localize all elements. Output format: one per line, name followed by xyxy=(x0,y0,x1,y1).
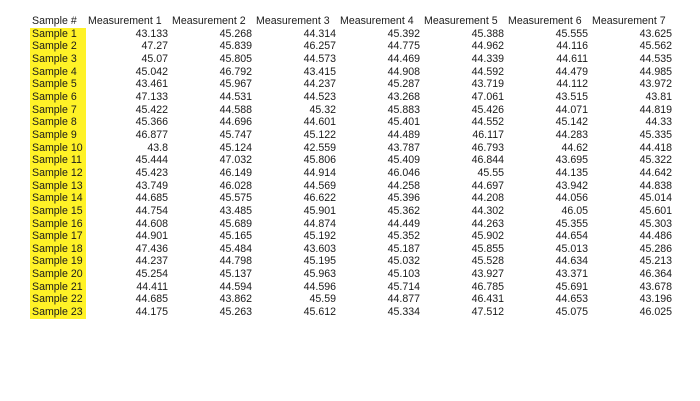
measurement-2-cell[interactable]: 45.575 xyxy=(219,192,252,205)
measurement-5-cell[interactable]: 44.263 xyxy=(471,217,504,230)
measurement-5-cell[interactable]: 45.528 xyxy=(471,255,504,268)
measurement-5-cell[interactable]: 46.785 xyxy=(471,280,504,293)
measurement-6-cell[interactable]: 45.691 xyxy=(555,280,588,293)
measurement-4-cell[interactable]: 45.334 xyxy=(387,306,420,319)
measurement-5-cell[interactable]: 44.592 xyxy=(471,65,504,78)
measurement-2-cell[interactable]: 45.967 xyxy=(219,78,252,91)
header-measurement-2[interactable]: Measurement 2 xyxy=(172,15,246,27)
measurement-6-cell[interactable]: 44.071 xyxy=(555,103,588,116)
measurement-1-cell[interactable]: 45.366 xyxy=(135,116,168,129)
sample-label-cell[interactable]: Sample 2 xyxy=(30,40,86,53)
measurement-2-cell[interactable]: 45.839 xyxy=(219,40,252,53)
measurement-1-cell[interactable]: 43.133 xyxy=(135,27,168,40)
measurement-7-cell[interactable]: 44.838 xyxy=(639,179,672,192)
measurement-7-cell[interactable]: 45.335 xyxy=(639,128,672,141)
sample-label-cell[interactable]: Sample 15 xyxy=(30,205,86,218)
header-measurement-3[interactable]: Measurement 3 xyxy=(256,15,330,27)
measurement-3-cell[interactable]: 44.596 xyxy=(303,280,336,293)
measurement-5-cell[interactable]: 44.208 xyxy=(471,192,504,205)
measurement-1-cell[interactable]: 43.749 xyxy=(135,179,168,192)
measurement-6-cell[interactable]: 44.653 xyxy=(555,293,588,306)
measurement-2-cell[interactable]: 44.696 xyxy=(219,116,252,129)
table-row xyxy=(30,40,674,53)
measurement-6-cell[interactable]: 44.135 xyxy=(555,166,588,179)
measurement-5-cell[interactable]: 46.793 xyxy=(471,141,504,154)
measurement-2-cell[interactable]: 45.747 xyxy=(219,128,252,141)
measurement-2-cell[interactable]: 46.028 xyxy=(219,179,252,192)
measurement-3-cell[interactable]: 43.603 xyxy=(303,242,336,255)
measurement-4-cell[interactable]: 45.883 xyxy=(387,103,420,116)
sample-label-cell[interactable]: Sample 12 xyxy=(30,167,86,180)
measurement-5-cell[interactable]: 45.388 xyxy=(471,27,504,40)
table-row xyxy=(30,281,674,294)
sample-label-cell[interactable]: Sample 4 xyxy=(30,66,86,79)
measurement-5-cell[interactable]: 44.302 xyxy=(471,204,504,217)
table-row xyxy=(30,205,674,218)
header-sample-number[interactable]: Sample # xyxy=(32,15,77,27)
measurement-5-cell[interactable]: 45.55 xyxy=(477,166,504,179)
measurement-6-cell[interactable]: 44.056 xyxy=(555,192,588,205)
sample-label-cell[interactable]: Sample 22 xyxy=(30,293,86,306)
header-measurement-5[interactable]: Measurement 5 xyxy=(424,15,498,27)
measurement-7-cell[interactable]: 44.642 xyxy=(639,166,672,179)
measurement-4-cell[interactable]: 44.258 xyxy=(387,179,420,192)
measurement-1-cell[interactable]: 47.133 xyxy=(135,90,168,103)
measurement-1-cell[interactable]: 45.422 xyxy=(135,103,168,116)
measurement-3-cell[interactable]: 45.901 xyxy=(303,204,336,217)
measurement-2-cell[interactable]: 45.137 xyxy=(219,268,252,281)
sample-label-cell[interactable]: Sample 3 xyxy=(30,53,86,66)
measurement-2-cell[interactable]: 45.268 xyxy=(219,27,252,40)
table-row xyxy=(30,255,674,268)
sample-label-cell[interactable]: Sample 11 xyxy=(30,154,86,167)
measurement-7-cell[interactable]: 44.819 xyxy=(639,103,672,116)
measurement-6-cell[interactable]: 46.05 xyxy=(561,204,588,217)
table-row xyxy=(30,154,674,167)
measurement-5-cell[interactable]: 45.426 xyxy=(471,103,504,116)
measurement-5-cell[interactable]: 43.719 xyxy=(471,78,504,91)
measurement-1-cell[interactable]: 43.461 xyxy=(135,78,168,91)
table-row xyxy=(30,142,674,155)
measurement-5-cell[interactable]: 46.117 xyxy=(472,128,504,141)
sample-label-cell[interactable]: Sample 7 xyxy=(30,104,86,117)
measurement-6-cell[interactable]: 44.611 xyxy=(556,52,588,65)
measurement-2-cell[interactable]: 45.805 xyxy=(219,52,252,65)
measurement-6-cell[interactable]: 44.283 xyxy=(555,128,588,141)
table-row xyxy=(30,116,674,129)
sample-label-cell[interactable]: Sample 14 xyxy=(30,192,86,205)
measurement-3-cell[interactable]: 45.122 xyxy=(303,128,336,141)
measurement-3-cell[interactable]: 45.612 xyxy=(303,306,336,319)
measurement-4-cell[interactable]: 45.032 xyxy=(387,255,420,268)
measurement-3-cell[interactable]: 45.963 xyxy=(303,268,336,281)
table-row xyxy=(30,66,674,79)
measurement-5-cell[interactable]: 44.697 xyxy=(471,179,504,192)
sample-label-cell[interactable]: Sample 13 xyxy=(30,180,86,193)
measurement-1-cell[interactable]: 45.423 xyxy=(135,166,168,179)
measurement-1-cell[interactable]: 45.042 xyxy=(135,65,168,78)
measurement-6-cell[interactable]: 44.116 xyxy=(556,40,588,53)
sample-label-cell[interactable]: Sample 18 xyxy=(30,243,86,256)
measurement-1-cell[interactable]: 44.901 xyxy=(135,230,168,243)
measurement-1-cell[interactable]: 44.411 xyxy=(136,280,168,293)
table-row xyxy=(30,243,674,256)
measurement-1-cell[interactable]: 45.254 xyxy=(135,268,168,281)
measurement-3-cell[interactable]: 44.914 xyxy=(303,166,336,179)
sample-label-cell[interactable]: Sample 23 xyxy=(30,306,86,319)
sample-label-cell[interactable]: Sample 20 xyxy=(30,268,86,281)
table-row xyxy=(30,129,674,142)
measurement-5-cell[interactable]: 44.552 xyxy=(471,116,504,129)
header-row xyxy=(30,15,674,28)
measurement-4-cell[interactable]: 44.908 xyxy=(387,65,420,78)
measurement-3-cell[interactable]: 45.195 xyxy=(303,255,336,268)
header-measurement-4[interactable]: Measurement 4 xyxy=(340,15,414,27)
measurement-2-cell[interactable]: 43.485 xyxy=(219,204,252,217)
measurement-4-cell[interactable]: 44.469 xyxy=(387,52,420,65)
measurement-2-cell[interactable]: 46.149 xyxy=(219,166,252,179)
measurement-3-cell[interactable]: 46.622 xyxy=(303,192,336,205)
measurement-4-cell[interactable]: 44.877 xyxy=(387,293,420,306)
header-measurement-1[interactable]: Measurement 1 xyxy=(88,15,162,27)
measurement-5-cell[interactable]: 46.431 xyxy=(471,293,504,306)
table-row xyxy=(30,268,674,281)
measurement-6-cell[interactable]: 45.075 xyxy=(555,306,588,319)
sample-label-cell[interactable]: Sample 19 xyxy=(30,255,86,268)
sample-label-cell[interactable]: Sample 5 xyxy=(30,78,86,91)
sample-label-cell[interactable]: Sample 9 xyxy=(30,129,86,142)
table-row xyxy=(30,28,674,41)
measurement-3-cell[interactable]: 46.257 xyxy=(303,40,336,53)
table-row xyxy=(30,293,674,306)
measurement-3-cell[interactable]: 45.32 xyxy=(309,103,336,116)
measurement-4-cell[interactable]: 45.287 xyxy=(387,78,420,91)
measurement-2-cell[interactable]: 45.165 xyxy=(219,230,252,243)
measurement-6-cell[interactable]: 44.654 xyxy=(555,230,588,243)
measurement-1-cell[interactable]: 47.27 xyxy=(141,40,168,53)
table-row xyxy=(30,53,674,66)
measurement-1-cell[interactable]: 45.07 xyxy=(141,52,168,65)
table-row xyxy=(30,104,674,117)
table-row xyxy=(30,192,674,205)
measurement-7-cell[interactable]: 43.625 xyxy=(639,27,672,40)
measurement-7-cell[interactable]: 46.025 xyxy=(639,306,672,319)
measurement-7-cell[interactable]: 45.014 xyxy=(639,192,672,205)
measurement-6-cell[interactable]: 43.695 xyxy=(555,154,588,167)
measurement-3-cell[interactable]: 45.806 xyxy=(303,154,336,167)
measurement-4-cell[interactable]: 45.396 xyxy=(387,192,420,205)
measurement-7-cell[interactable]: 44.535 xyxy=(639,52,672,65)
measurement-5-cell[interactable]: 45.902 xyxy=(471,230,504,243)
header-measurement-7[interactable]: Measurement 7 xyxy=(592,15,666,27)
measurement-4-cell[interactable]: 44.449 xyxy=(387,217,420,230)
measurement-7-cell[interactable]: 46.364 xyxy=(639,268,672,281)
measurement-3-cell[interactable]: 44.601 xyxy=(303,116,336,129)
measurement-2-cell[interactable]: 44.531 xyxy=(219,90,252,103)
sample-label-cell[interactable]: Sample 16 xyxy=(30,218,86,231)
measurement-3-cell[interactable]: 44.573 xyxy=(303,52,336,65)
measurement-5-cell[interactable]: 47.512 xyxy=(471,306,504,319)
measurement-3-cell[interactable]: 44.523 xyxy=(303,90,336,103)
measurement-6-cell[interactable]: 44.634 xyxy=(555,255,588,268)
measurement-4-cell[interactable]: 43.787 xyxy=(387,141,420,154)
measurement-3-cell[interactable]: 45.192 xyxy=(303,230,336,243)
measurement-7-cell[interactable]: 45.322 xyxy=(639,154,672,167)
measurement-2-cell[interactable]: 44.594 xyxy=(219,280,252,293)
measurement-3-cell[interactable]: 45.59 xyxy=(309,293,336,306)
measurement-3-cell[interactable]: 43.415 xyxy=(303,65,336,78)
measurement-6-cell[interactable]: 45.555 xyxy=(555,27,588,40)
measurement-table xyxy=(30,15,674,319)
measurement-4-cell[interactable]: 46.046 xyxy=(387,166,420,179)
measurement-6-cell[interactable]: 44.62 xyxy=(561,141,588,154)
measurement-7-cell[interactable]: 43.678 xyxy=(639,280,672,293)
measurement-7-cell[interactable]: 43.196 xyxy=(639,293,672,306)
measurement-5-cell[interactable]: 47.061 xyxy=(471,90,504,103)
measurement-4-cell[interactable]: 44.489 xyxy=(387,128,420,141)
measurement-1-cell[interactable]: 46.877 xyxy=(135,128,168,141)
table-row xyxy=(30,180,674,193)
measurement-7-cell[interactable]: 45.303 xyxy=(639,217,672,230)
table-body xyxy=(30,28,674,319)
measurement-4-cell[interactable]: 43.268 xyxy=(387,90,420,103)
sample-label-cell[interactable]: Sample 8 xyxy=(30,116,86,129)
measurement-2-cell[interactable]: 45.484 xyxy=(219,242,252,255)
measurement-6-cell[interactable]: 45.355 xyxy=(555,217,588,230)
measurement-1-cell[interactable]: 44.685 xyxy=(135,192,168,205)
sample-label-cell[interactable]: Sample 17 xyxy=(30,230,86,243)
measurement-1-cell[interactable]: 44.237 xyxy=(135,255,168,268)
table-row xyxy=(30,167,674,180)
measurement-2-cell[interactable]: 46.792 xyxy=(219,65,252,78)
measurement-2-cell[interactable]: 45.689 xyxy=(219,217,252,230)
measurement-3-cell[interactable]: 42.559 xyxy=(303,141,336,154)
sample-label-cell[interactable]: Sample 10 xyxy=(30,142,86,155)
measurement-4-cell[interactable]: 45.392 xyxy=(387,27,420,40)
measurement-7-cell[interactable]: 44.486 xyxy=(639,230,672,243)
measurement-7-cell[interactable]: 45.601 xyxy=(639,204,672,217)
measurement-5-cell[interactable]: 43.927 xyxy=(471,268,504,281)
measurement-4-cell[interactable]: 45.401 xyxy=(387,116,420,129)
measurement-6-cell[interactable]: 44.112 xyxy=(556,78,588,91)
table-row xyxy=(30,78,674,91)
measurement-2-cell[interactable]: 43.862 xyxy=(219,293,252,306)
sample-label-cell[interactable]: Sample 6 xyxy=(30,91,86,104)
measurement-5-cell[interactable]: 46.844 xyxy=(471,154,504,167)
measurement-7-cell[interactable]: 45.213 xyxy=(639,255,672,268)
measurement-1-cell[interactable]: 44.685 xyxy=(135,293,168,306)
measurement-4-cell[interactable]: 45.409 xyxy=(387,154,420,167)
measurement-2-cell[interactable]: 47.032 xyxy=(219,154,252,167)
header-measurement-6[interactable]: Measurement 6 xyxy=(508,15,582,27)
measurement-7-cell[interactable]: 44.985 xyxy=(639,65,672,78)
measurement-6-cell[interactable]: 45.142 xyxy=(555,116,588,129)
table-row xyxy=(30,230,674,243)
measurement-1-cell[interactable]: 47.436 xyxy=(135,242,168,255)
measurement-6-cell[interactable]: 43.942 xyxy=(555,179,588,192)
measurement-4-cell[interactable]: 45.362 xyxy=(387,204,420,217)
measurement-4-cell[interactable]: 44.775 xyxy=(387,40,420,53)
measurement-2-cell[interactable]: 45.124 xyxy=(219,141,252,154)
measurement-7-cell[interactable]: 44.33 xyxy=(645,116,672,129)
table-row xyxy=(30,306,674,319)
measurement-7-cell[interactable]: 45.286 xyxy=(639,242,672,255)
measurement-5-cell[interactable]: 45.855 xyxy=(471,242,504,255)
table-row xyxy=(30,91,674,104)
measurement-1-cell[interactable]: 43.8 xyxy=(147,141,168,154)
measurement-6-cell[interactable]: 43.371 xyxy=(555,268,588,281)
measurement-7-cell[interactable]: 44.418 xyxy=(639,141,672,154)
measurement-4-cell[interactable]: 45.714 xyxy=(387,280,420,293)
measurement-1-cell[interactable]: 44.608 xyxy=(135,217,168,230)
measurement-4-cell[interactable]: 45.352 xyxy=(387,230,420,243)
measurement-3-cell[interactable]: 44.874 xyxy=(303,217,336,230)
measurement-5-cell[interactable]: 44.339 xyxy=(471,52,504,65)
measurement-2-cell[interactable]: 44.588 xyxy=(219,103,252,116)
measurement-7-cell[interactable]: 43.81 xyxy=(645,90,672,103)
measurement-1-cell[interactable]: 44.754 xyxy=(135,204,168,217)
measurement-1-cell[interactable]: 45.444 xyxy=(135,154,168,167)
sample-label-cell[interactable]: Sample 1 xyxy=(30,28,86,41)
measurement-3-cell[interactable]: 44.569 xyxy=(303,179,336,192)
table-row xyxy=(30,218,674,231)
measurement-6-cell[interactable]: 43.515 xyxy=(555,90,588,103)
measurement-3-cell[interactable]: 44.314 xyxy=(303,27,336,40)
measurement-1-cell[interactable]: 44.175 xyxy=(135,306,168,319)
measurement-2-cell[interactable]: 45.263 xyxy=(219,306,252,319)
measurement-7-cell[interactable]: 45.562 xyxy=(639,40,672,53)
measurement-3-cell[interactable]: 44.237 xyxy=(303,78,336,91)
measurement-7-cell[interactable]: 43.972 xyxy=(639,78,672,91)
measurement-6-cell[interactable]: 44.479 xyxy=(555,65,588,78)
measurement-5-cell[interactable]: 44.962 xyxy=(471,40,504,53)
measurement-6-cell[interactable]: 45.013 xyxy=(555,242,588,255)
measurement-4-cell[interactable]: 45.187 xyxy=(387,242,420,255)
sample-label-cell[interactable]: Sample 21 xyxy=(30,281,86,294)
measurement-4-cell[interactable]: 45.103 xyxy=(387,268,420,281)
measurement-2-cell[interactable]: 44.798 xyxy=(219,255,252,268)
